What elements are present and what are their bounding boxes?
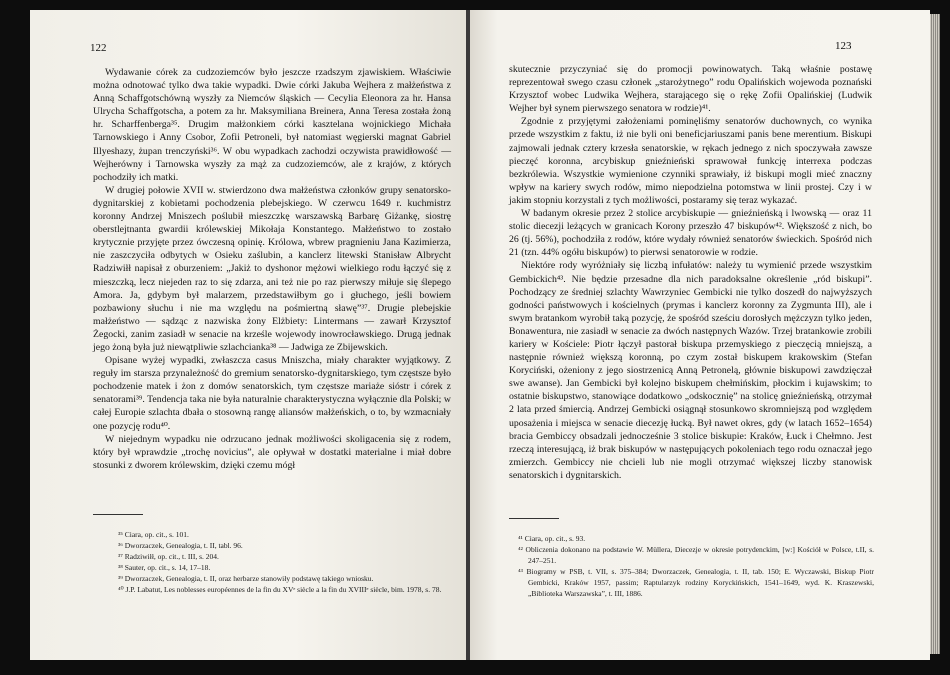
paragraph: Niektóre rody wyróżniały się liczbą infułatów: należy tu wymienić przede wszystkim Gembickich⁴³. Nie będzie przesadne dla nich paradoksalne określenie „ród biskupi”. Pochodzący ze średniej szlachty Wawrzyniec Gembicki nie tylko doszedł do najwyższych godności państwowych i kościelnych (prymas i kanclerz koronny za Zygmunta III), ale i swym bratankom wyrobił taką pozycję, że spośród sześciu dorosłych mężczyzn tylko jeden, Bonawentura, nie zasiadł w senacie za dwóch następnych Wazów. Trzej bratankowie zrobili kariery w Kościele: Piotr łączył pastorał biskupa przemyskiego z pieczęcią mniejszą, a następnie również większą koronną, po czym został biskupem krakowskim (Stefan Koryciński, ożeniony z jego siostrzenicą Anną Petronelą, głównie biskupowi zawdzięczał swe awanse). Jan Gembicki był kolejno biskupem chełmińskim, płockim i kujawskim; to ostatnie biskupstwo, stanowiące dodatkowo „odskocznię” na stolicę gnieźnieńską, otrzymał 2 lata przed śmiercią. Andrzej Gembicki osiągnął stosunkowo skromniejszą pod względem uposażenia i miejsca w senacie diecezję łucką. Był nawet okres, gdy (w latach 1652–1654) bracia Gembiccy obsadzali jednocześnie 3 stolice biskupie: Kraków, Łuck i Chełmno. Jest rzeczą interesującą, iż brak biskupów w następujących pokoleniach tego rodu oznaczał jego zmierzch. Gembiccy nie chcieli lub nie mogli otrzymać większej liczby stanowisk senatorskich i dygnitarskich. — [509, 260, 872, 481]
footnotes — [118, 529, 453, 595]
footnote: ³⁶ Dworzaczek, Genealogia, t. II, tabl. 96. — [118, 541, 243, 550]
paragraph: W drugiej połowie XVII w. stwierdzono dwa małżeństwa członków grupy senatorsko-dygnitarskiej z kobietami pochodzenia plebejskiego. W czerwcu 1649 r. kuchmistrz koronny Andrzej Mniszech poślubił mieszczkę warszawską Barbarę Giżankę, siostrę oberstlejtnanta gwardii królewskiej Mikołaja Konstantego. Małżeństwo to zostało krytycznie przyjęte przez ówczesną opinię. Królowa, wbrew pragnieniu Jana Kazimierza, nie zaszczyciła odbytych w Osieku zaślubin, a kanclerz litewski Stanisław Albrycht Radziwiłł napisał z oburzeniem: „Jakiż to dyshonor mężowi wielkiego rodu łączyć się z mieszczką, lecz niejeden raz to się zdarza, ani też nie po raz pierwszy miłuje się ślepego Amora. Ja, gdybym był malarzem, przedstawiłbym go i głuchego, jeśli bowiem pozbawiony słuchu i nie ma względu na pośmiertną sławę”³⁷. Drugie plebejskie małżeństwo — sądząc z nazwiska żony Elżbiety: Lintermans — zawarł Krzysztof Żegocki, zanim zasiadł w senacie na krześle wojewody inowrocławskiego. Drugą jednak jego żoną była już niewątpliwie szlachcianka³⁸ — Jadwiga ze Zbijewskich. — [93, 184, 451, 353]
paragraph: skutecznie przyczyniać się do promocji powinowatych. Taką właśnie postawę reprezentował swego czasu członek „starożytnego” rodu Opalińskich wojewoda poznański Krzysztof wobec Ludwika Wejhera, starającego się o rękę Zofii Opalińskiej (Ludwik Wejher był synem pierwszego senatora w rodzie)⁴¹. — [509, 64, 872, 115]
footnote-rule — [93, 514, 143, 515]
footnote: ³⁷ Radziwiłł, op. cit., t. III, s. 204. — [118, 552, 219, 561]
paragraph: W niejednym wypadku nie odrzucano jednak możliwości skoligacenia się z rodem, który był wprawdzie „trochę novicius”, ale opływał w dostatki materialne i miał dobre stosunki z dworem królewskim, dzięki czemu mógł — [93, 433, 451, 471]
page-number: 122 — [90, 42, 107, 54]
main-text — [509, 63, 872, 503]
paragraph: W badanym okresie przez 2 stolice arcybiskupie — gnieźnieńską i lwowską — oraz 11 stolic diecezji leżących w granicach Korony przeszło 47 biskupów⁴². Większość z nich, bo 26 (tj. 56%), pochodziła z rodów, które wydały również senatorów świeckich. Spośród nich 21 (tzn. 44% ogółu biskupów) to pierwsi senatorowie w rodzie. — [509, 208, 872, 259]
paragraph: Zgodnie z przyjętymi założeniami pominęliśmy senatorów duchownych, co wynika przede wszystkim z faktu, iż nie byli oni beneficjariuszami panis bene merentium. Biskupi zajmowali jednak cztery krzesła senatorskie, w rękach jednego z nich spoczywała zawsze pieczęć koronna, arcybiskup gnieźnieński sprawował funkcję interrexa podczas bezkrólewia. Wszystkie wymienione czynniki sprawiały, iż biskupi mogli mieć znaczny wpływ na kariery swych rodów, mimo niepodzielna potomstwa w linii prostej. Czy i w jakim stopniu korzystali z tych możliwości, postaramy się teraz wykazać. — [509, 116, 872, 206]
left-page — [30, 10, 467, 660]
paragraph: Wydawanie córek za cudzoziemców było jeszcze rzadszym zjawiskiem. Właściwie można odnotować tylko dwa takie wypadki. Dwie córki Jakuba Wejhera z małżeństwa z Anną Schaffgotschówną wyszły za Niemców śląskich — Cecylia Eleonora za hr. Hansa Ulrycha Schaffgotscha, a potem za hr. Maksymiliana Breinera, Anna Teresa została żoną hr. Scharffenberga³⁵. Drugim małżonkiem córki kasztelana wojnickiego Michała Tarnowskiego i Anny Csobor, Zofii Petroneli, był natomiast węgierski magnat Gabriel Illyeshazy, żupan trenczyński³⁶. W obu wypadkach zachodzi oczywista prawidłowość — Wejherówny i Tarnowska wyszły za mąż za cudzoziemców, ale z krajów, z których pochodziły ich matki. — [93, 67, 451, 183]
footnote: ⁴⁰ J.P. Labatut, Les noblesses européennes de la fin du XVᵉ siècle a la fin du XVIIIᵉ siècle, bim. 1978, s. 78. — [118, 585, 442, 594]
footnotes — [518, 533, 874, 599]
right-page — [470, 10, 930, 660]
paragraph: Opisane wyżej wypadki, zwłaszcza casus Mniszcha, miały charakter wyjątkowy. Z reguły im starsza przynależność do gremium senatorsko-dygnitarskiego, tym częstsze było pochodzenie matek i żon z domów senatorskich, tym częstsze mariaże sióstr i córek z senatorami³⁹. Tendencja taka nie była naturalnie charakterystyczna wyłącznie dla Polski; w całej Europie szlachta dbała o stosowną rangę aliansów małżeńskich, o to, by wzmacniały one pozycję rodu⁴⁰. — [93, 355, 451, 432]
main-text — [93, 66, 451, 492]
footnote: ⁴² Obliczenia dokonano na podstawie W. Müllera, Diecezje w okresie potrydenckim, [w:] Kościół w Polsce, t.II, s. 247–251. — [518, 545, 874, 565]
footnote: ³⁹ Dworzaczek, Genealogia, t. II, oraz herbarze stanowiły podstawę takiego wniosku. — [118, 574, 374, 583]
footnote: ⁴³ Biogramy w PSB, t. VII, s. 375–384; Dworzaczek, Genealogia, t. II, tab. 150; E. Wyczawski, Biskup Piotr Gembicki, Kraków 1957, passim; Raptularzyk rodziny Koryckińskich, 1541–1649, wyd. K. Kraszewski, „Biblioteka Warszawska”, t. III, 1886. — [518, 567, 874, 598]
page-edges — [930, 14, 940, 654]
footnote: ³⁵ Ciara, op. cit., s. 101. — [118, 530, 189, 539]
page-number: 123 — [835, 40, 852, 52]
footnote: ⁴¹ Ciara, op. cit., s. 93. — [518, 534, 586, 543]
footnote-rule — [509, 518, 559, 519]
footnote: ³⁸ Sauter, op. cit., s. 14, 17–18. — [118, 563, 211, 572]
